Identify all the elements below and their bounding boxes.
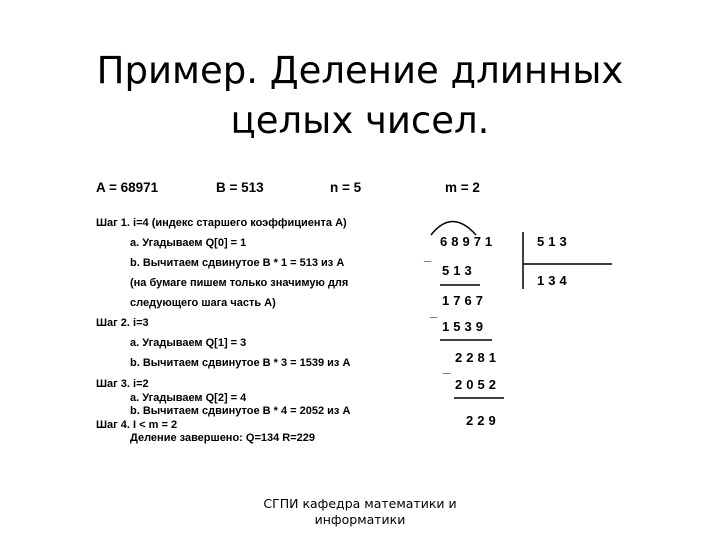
step-1-heading: Шаг 1. i=4 (индекс старшего коэффициента A) bbox=[96, 217, 347, 229]
step-3-heading: Шаг 3. i=2 bbox=[96, 378, 149, 390]
step-3-b: b. Вычитаем сдвинутое B * 4 = 2052 из A bbox=[130, 405, 351, 417]
remainder-2: 2281 bbox=[455, 350, 500, 365]
dividend: 68971 bbox=[440, 234, 497, 249]
slide-title-line-2: целых чисел. bbox=[230, 99, 490, 142]
step-2-a: a. Угадываем Q[1] = 3 bbox=[130, 337, 247, 349]
remainder-1: 1767 bbox=[442, 293, 487, 308]
minus-sign-1: _ bbox=[424, 248, 436, 263]
step-2-b: b. Вычитаем сдвинутое B * 3 = 1539 из A bbox=[130, 357, 351, 369]
subtrahend-2: 1539 bbox=[442, 319, 487, 334]
step-4-heading: Шаг 4. I < m = 2 bbox=[96, 419, 178, 431]
divisor: 513 bbox=[537, 234, 571, 249]
step-1-b: b. Вычитаем сдвинутое B * 1 = 513 из A bbox=[130, 257, 345, 269]
division-result: Деление завершено: Q=134 R=229 bbox=[130, 432, 316, 444]
minus-sign-3: _ bbox=[443, 360, 455, 375]
step-3-a: a. Угадываем Q[2] = 4 bbox=[130, 392, 247, 404]
value-b: B = 513 bbox=[216, 180, 264, 195]
slide-title-line-1: Пример. Деление длинных bbox=[96, 49, 624, 92]
slide-title bbox=[0, 46, 720, 146]
slide-footer bbox=[230, 496, 490, 528]
value-a: A = 68971 bbox=[96, 180, 159, 195]
step-2-heading: Шаг 2. i=3 bbox=[96, 317, 149, 329]
step-1-note-2: следующего шага часть A) bbox=[130, 297, 276, 309]
footer-line-1: СГПИ кафедра математики и bbox=[263, 496, 457, 511]
value-n: n = 5 bbox=[330, 180, 362, 195]
subtrahend-1: 513 bbox=[442, 263, 476, 278]
subtrahend-3: 2052 bbox=[455, 377, 500, 392]
footer-line-2: информатики bbox=[314, 512, 406, 527]
minus-sign-2: _ bbox=[430, 304, 442, 319]
step-1-note-1: (на бумаге пишем только значимую для bbox=[130, 277, 349, 289]
final-remainder: 229 bbox=[466, 413, 500, 428]
value-m: m = 2 bbox=[445, 180, 480, 195]
bracket-arc bbox=[431, 222, 476, 236]
step-1-a: a. Угадываем Q[0] = 1 bbox=[130, 237, 247, 249]
quotient: 134 bbox=[537, 273, 571, 288]
